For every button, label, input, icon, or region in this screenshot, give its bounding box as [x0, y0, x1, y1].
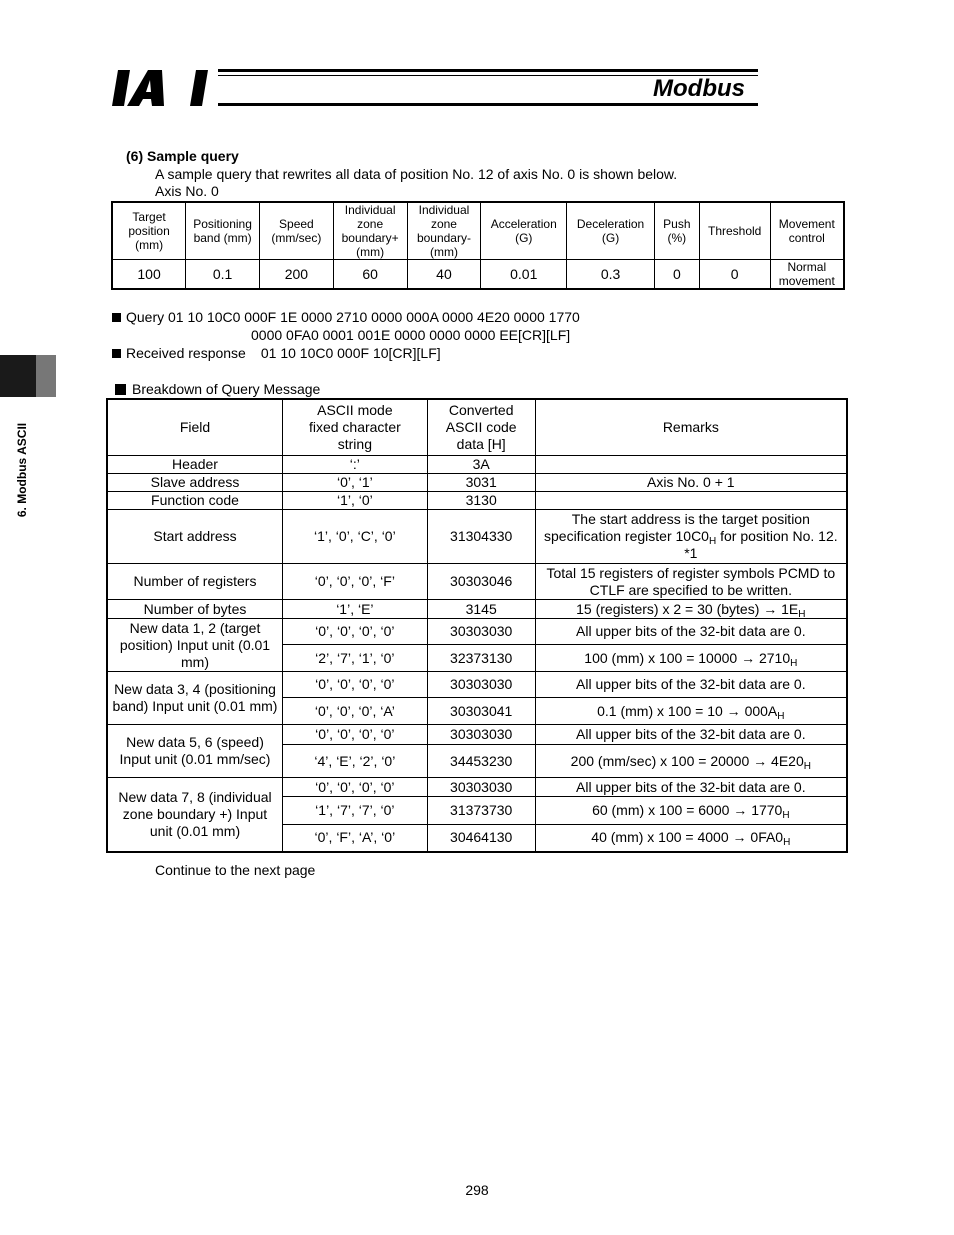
table-row	[107, 725, 847, 745]
table-cell: New data 7, 8 (individual zone boundary +) Input unit (0.01 mm)	[107, 778, 283, 852]
table-row	[107, 492, 847, 510]
table-cell: 30303030	[427, 672, 535, 698]
table-cell: 30303041	[427, 698, 535, 725]
hex-subscript: H	[782, 810, 790, 821]
table-row	[107, 619, 847, 645]
col-zone-boundary-minus: Individual zone boundary- (mm)	[407, 202, 481, 260]
table-row	[107, 474, 847, 492]
breakdown-title-text: Breakdown of Query Message	[132, 381, 321, 397]
position-table-header-row	[112, 202, 844, 260]
axis-label: Axis No. 0	[155, 183, 219, 199]
table-row	[107, 778, 847, 797]
response-value: 01 10 10C0 000F 10[CR][LF]	[260, 345, 441, 361]
table-cell: 0.1	[186, 260, 260, 290]
table-cell: 0	[654, 260, 699, 290]
page-number: 298	[465, 1182, 489, 1198]
remarks-text: 200 (mm/sec) x 100 = 20000 → 4E20	[570, 752, 804, 769]
bullet-square-icon	[115, 384, 126, 395]
remarks-text: 60 (mm) x 100 = 6000 → 1770	[592, 802, 783, 818]
table-cell: Number of bytes	[107, 600, 283, 619]
table-cell	[535, 645, 847, 672]
table-cell: Start address	[107, 510, 283, 564]
col-zone-boundary-plus: Individual zone boundary+ (mm)	[333, 202, 407, 260]
remarks-text: 15 (registers) x 2 = 30 (bytes) → 1E	[576, 600, 799, 617]
header-rule-bottom	[218, 103, 758, 106]
hex-subscript: H	[708, 536, 717, 547]
table-row	[107, 456, 847, 474]
table-cell: ‘0’, ‘0’, ‘0’, ‘F’	[283, 564, 428, 600]
hex-subscript: H	[798, 608, 806, 620]
table-cell: All upper bits of the 32-bit data are 0.	[535, 725, 847, 745]
bullet-square-icon	[112, 313, 121, 322]
table-cell: Total 15 registers of register symbols PCMD to CTLF are specified to be written.	[535, 564, 847, 600]
chapter-tab	[0, 355, 56, 397]
col-remarks: Remarks	[535, 399, 847, 456]
table-cell: 32373130	[427, 645, 535, 672]
continue-note: Continue to the next page	[155, 862, 316, 878]
table-row	[107, 564, 847, 600]
col-positioning-band: Positioning band (mm)	[186, 202, 260, 260]
table-cell	[535, 510, 847, 564]
table-cell: All upper bits of the 32-bit data are 0.	[535, 672, 847, 698]
table-cell	[535, 456, 847, 474]
table-cell: 3031	[427, 474, 535, 492]
table-cell: All upper bits of the 32-bit data are 0.	[535, 778, 847, 797]
table-cell: 0.01	[481, 260, 567, 290]
hex-subscript: H	[777, 710, 785, 722]
table-cell: ‘0’, ‘0’, ‘0’, ‘0’	[283, 725, 428, 745]
table-cell: All upper bits of the 32-bit data are 0.	[535, 619, 847, 645]
table-cell: ‘0’, ‘0’, ‘0’, ‘A’	[283, 698, 428, 725]
table-cell: 100	[112, 260, 186, 290]
table-cell: ‘0’, ‘1’	[283, 474, 428, 492]
table-cell: ‘1’, ‘0’, ‘C’, ‘0’	[283, 510, 428, 564]
table-cell: ‘4’, ‘E’, ‘2’, ‘0’	[283, 745, 428, 778]
table-cell: ‘0’, ‘0’, ‘0’, ‘0’	[283, 778, 428, 797]
query-label: Query	[126, 309, 165, 325]
remarks-text: The start address is the target position specification register 10C0	[544, 511, 810, 544]
table-cell: Normal movement	[770, 260, 844, 290]
table-cell: 200	[260, 260, 334, 290]
table-cell: 60	[333, 260, 407, 290]
breakdown-title	[115, 381, 320, 398]
table-cell: ‘0’, ‘F’, ‘A’, ‘0’	[283, 825, 428, 852]
remarks-text: 100 (mm) x 100 = 10000 → 2710	[584, 649, 791, 666]
table-cell: 30464130	[427, 825, 535, 852]
table-cell: 3A	[427, 456, 535, 474]
query-line2: 0000 0FA0 0001 001E 0000 0000 0000 EE[CR][LF]	[251, 327, 571, 343]
section-heading: (6) Sample query	[126, 148, 239, 164]
table-cell: 0.3	[567, 260, 655, 290]
table-cell: ‘1’, ‘0’	[283, 492, 428, 510]
table-cell: 30303046	[427, 564, 535, 600]
table-cell	[535, 825, 847, 852]
col-field: Field	[107, 399, 283, 456]
table-cell: 30303030	[427, 619, 535, 645]
table-cell: ‘0’, ‘0’, ‘0’, ‘0’	[283, 672, 428, 698]
breakdown-header-row	[107, 399, 847, 456]
table-cell: Number of registers	[107, 564, 283, 600]
remarks-text: 0.1 (mm) x 100 = 10 → 000A	[597, 702, 778, 719]
iai-logo	[112, 70, 210, 106]
col-ascii-string: ASCII mode fixed character string	[283, 399, 428, 456]
table-row	[107, 600, 847, 619]
table-cell	[535, 698, 847, 725]
table-cell: ‘1’, ‘E’	[283, 600, 428, 619]
col-movement-control: Movement control	[770, 202, 844, 260]
hex-subscript: H	[790, 657, 798, 669]
remarks-text: for position No. 12. *1	[684, 528, 838, 561]
table-cell	[535, 797, 847, 825]
table-cell: 3130	[427, 492, 535, 510]
hex-subscript: H	[803, 760, 811, 772]
table-row	[107, 672, 847, 698]
query-line	[112, 309, 580, 326]
remarks-text: 40 (mm) x 100 = 4000 → 0FA0	[591, 829, 784, 846]
col-speed: Speed (mm/sec)	[260, 202, 334, 260]
col-target-position: Target position (mm)	[112, 202, 186, 260]
table-cell: New data 5, 6 (speed) Input unit (0.01 mm/sec)	[107, 725, 283, 778]
table-cell: ‘0’, ‘0’, ‘0’, ‘0’	[283, 619, 428, 645]
hex-subscript: H	[783, 837, 791, 849]
table-cell: ‘1’, ‘7’, ‘7’, ‘0’	[283, 797, 428, 825]
table-cell: Axis No. 0 + 1	[535, 474, 847, 492]
col-deceleration: Deceleration (G)	[567, 202, 655, 260]
col-threshold: Threshold	[699, 202, 770, 260]
table-cell: Function code	[107, 492, 283, 510]
col-push: Push (%)	[654, 202, 699, 260]
table-cell: ‘:’	[283, 456, 428, 474]
col-acceleration: Acceleration (G)	[481, 202, 567, 260]
header-brand: Modbus	[653, 75, 745, 102]
table-cell: 30303030	[427, 725, 535, 745]
table-cell: 3145	[427, 600, 535, 619]
table-cell	[535, 745, 847, 778]
table-row	[107, 510, 847, 564]
table-cell: Header	[107, 456, 283, 474]
table-cell: 34453230	[427, 745, 535, 778]
table-cell: Slave address	[107, 474, 283, 492]
table-cell: 31304330	[427, 510, 535, 564]
table-cell: 31373730	[427, 797, 535, 825]
table-cell: 30303030	[427, 778, 535, 797]
section-description: A sample query that rewrites all data of position No. 12 of axis No. 0 is shown below.	[155, 166, 678, 182]
chapter-label: 6. Modbus ASCII	[15, 422, 29, 518]
col-converted-code: Converted ASCII code data [H]	[427, 399, 535, 456]
response-line	[112, 345, 441, 362]
chapter-tab-gray	[36, 355, 56, 397]
table-cell: 0	[699, 260, 770, 290]
position-data-table	[111, 201, 845, 290]
table-cell	[535, 492, 847, 510]
query-breakdown-table	[106, 398, 848, 853]
table-cell: ‘2’, ‘7’, ‘1’, ‘0’	[283, 645, 428, 672]
header-rule-top	[218, 69, 758, 72]
table-cell	[535, 600, 847, 619]
response-label: Received response	[126, 345, 246, 361]
position-table-value-row	[112, 260, 844, 290]
query-line1: 01 10 10C0 000F 1E 0000 2710 0000 000A 0000 4E20 0000 1770	[168, 309, 580, 325]
bullet-square-icon	[112, 349, 121, 358]
chapter-tab-dark	[0, 355, 36, 397]
table-cell: 40	[407, 260, 481, 290]
table-cell: New data 1, 2 (target position) Input unit (0.01 mm)	[107, 619, 283, 672]
table-cell: New data 3, 4 (positioning band) Input unit (0.01 mm)	[107, 672, 283, 725]
